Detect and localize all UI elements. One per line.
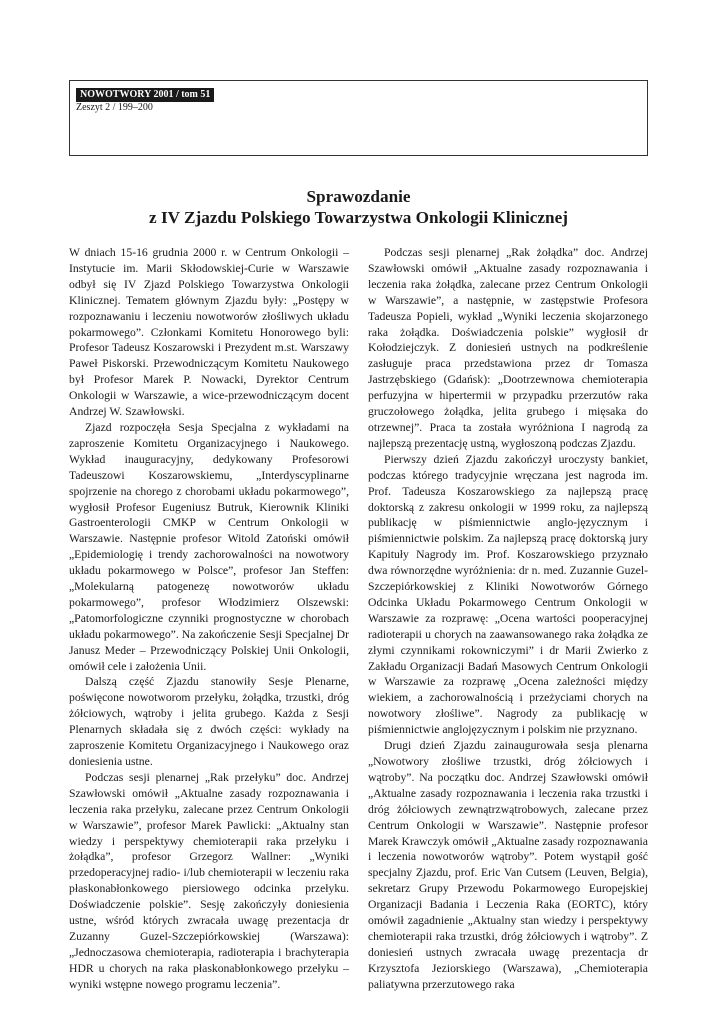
- journal-name: NOWOTWORY 2001 / tom 51: [76, 88, 214, 102]
- paragraph: Zjazd rozpoczęła Sesja Specjalna z wykładami na zaproszenie Komitetu Organizacyjnego i Naukowego. Wykład inauguracyjny, dedykowany Profesorowi Tadeuszowi Koszarowskiemu, „Interdyscyplinarne spojrzenie na chorego z chorobami układu pokarmowego”, wygłosił Profesor Eugeniusz Butruk, Kierownik Kliniki Gastroenterologii CMKP w Centrum Onkologii w Warszawie. Następnie profesor Witold Zatoński omówił „Epidemiologię i trendy zachorowalności na nowotwory układu pokarmowego w Polsce”, profesor Jan Steffen: „Molekularną patogenezę nowotworów układu pokarmowego”, profesor Włodzimierz Olszewski: „Patomorfologiczne czynniki prognostyczne w chorobach układu pokarmowego”. Na zakończenie Sesji Specjalnej Dr Janusz Meder – Przewodniczący Polskiej Unii Onkologii, omówił cele i założenia Unii.: [69, 420, 349, 673]
- article-title: [69, 186, 648, 228]
- title-line-2: z IV Zjazdu Polskiego Towarzystwa Onkologii Klinicznej: [149, 208, 568, 227]
- title-line-1: Sprawozdanie: [306, 187, 411, 206]
- paragraph: W dniach 15-16 grudnia 2000 r. w Centrum Onkologii – Instytucie im. Marii Skłodowskiej-Curie w Warszawie odbył się IV Zjazd Polskiego Towarzystwa Onkologii Klinicznej. Tematem głównym Zjazdu były: „Postępy w rozpoznawaniu i leczeniu nowotworów złośliwych układu pokarmowego”. Członkami Komitetu Honorowego byli: Profesor Tadeusz Koszarowski i Prezydent m.st. Warszawy Paweł Piskorski. Przewodniczącym Komitetu Naukowego był Profesor Marek P. Nowacki, Dyrektor Centrum Onkologii w Warszawie, a wice-przewodniczącym docent Andrzej W. Szawłowski.: [69, 246, 349, 419]
- paragraph: Podczas sesji plenarnej „Rak przełyku” doc. Andrzej Szawłowski omówił „Aktualne zasady rozpoznawania i leczenia raka przełyku, zalecane przez Centrum Onkologii w Warszawie”, profesor Marek Pawlicki: „Aktualny stan wiedzy i perspektywy chemioterapii raka przełyku i żołądka”, profesor Grzegorz Wallner: „Wyniki przedoperacyjnej radio- i/lub chemioterapii w leczeniu raka płaskonabłonkowego piersiowego odcinka przełyku. Doświadczenie polskie”. Sesję zakończyły doniesienia ustne, wśród których zwracała uwagę prezentacja dr Zuzanny Guzel-Szczepiórkowskiej (Warszawa): „Jednoczasowa chemioterapia, radioterapia i brachyterapia HDR u chorych na raka płaskonabłonkowego przełyku – wyniki wstępne nowego programu leczenia”.: [69, 770, 349, 991]
- paragraph: Drugi dzień Zjazdu zainaugurowała sesja plenarna „Nowotwory złośliwe trzustki, dróg żółciowych i wątroby”. Na początku doc. Andrzej Szawłowski omówił „Aktualne zasady rozpoznawania i leczenia raka trzustki i dróg żółciowych zewnątrzwątrobowych, zalecane przez Centrum Onkologii w Warszawie”. Następnie profesor Marek Krawczyk omówił „Aktualne zasady rozpoznawania i leczenia nowotworów wątroby”. Potem wystąpił gość specjalny Zjazdu, prof. Eric Van Cutsem (Leuven, Belgia), sekretarz Grupy Przewodu Pokarmowego Europejskiej Organizacji Badania i Leczenia Raka (EORTC), który omówił zagadnienie „Aktualny stan wiedzy i perspektywy chemioterapii raka trzustki, dróg żółciowych i wątroby”. Z doniesień ustnych zwracała uwagę prezentacja dr Krzysztofa Jeziorskiego (Warszawa), „Chemioterapia paliatywna przerzutowego raka: [368, 739, 648, 991]
- paragraph: Dalszą część Zjazdu stanowiły Sesje Plenarne, poświęcone nowotworom przełyku, żołądka, trzustki, dróg żółciowych, wątroby i jelita grubego. Każda z Sesji Plenarnych składała się z dwóch części: wykłady na zaproszenie Komitetu Organizacyjnego i Naukowego oraz doniesienia ustne.: [69, 675, 349, 768]
- paragraph: Podczas sesji plenarnej „Rak żołądka” doc. Andrzej Szawłowski omówił „Aktualne zasady rozpoznawania i leczenia raka żołądka, zalecane przez Centrum Onkologii w Warszawie”, a następnie, w zastępstwie Profesora Tadeusza Popieli, wykład „Wyniki leczenia skojarzonego raka żołądka. Doświadczenia polskie” wygłosił dr Kołodziejczyk. Z doniesień ustnych na podkreślenie zasługuje praca przedstawiona przez dr Tomasza Jastrzębskiego (Gdańsk): „Dootrzewnowa chemioterapia perfuzyjna w hipertermii w przypadku przerzutów raka gruczołowego żołądka, jelita grubego i mięsaka do otrzewnej”. Praca ta została wyróżniona I nagrodą za najlepszą prezentację ustną, wygłoszoną podczas Zjazdu.: [368, 246, 648, 450]
- journal-header-box: [69, 80, 648, 156]
- right-column: [368, 245, 648, 993]
- issue-info: Zeszyt 2 / 199–200: [76, 102, 153, 113]
- paragraph: Pierwszy dzień Zjazdu zakończył uroczysty bankiet, podczas którego tradycyjnie wręczana jest nagroda im. Prof. Tadeusza Koszarowskiego za najlepszą pracę doktorską z zakresu onkologii w 1999 roku, za najlepszą publikację w piśmiennictwie anglo-języcznym i piśmiennictwie polskim. Za najlepszą pracę doktorską jury Kapituły Nagrody im. Prof. Koszarowskiego przyznało dwa równorzędne wyróżnienia: dr n. med. Zuzannie Guzel-Szczepiórkowskiej z Kliniki Nowotworów Górnego Odcinka Układu Pokarmowego Centrum Onkologii w Warszawie za rozprawę: „Ocena wartości pooperacyjnej radioterapii u chorych na zaawansowanego raka żołądka ze złymi czynnikami rokowniczymi” i dr Marii Zwierko z Zakładu Organizacji Badań Masowych Centrum Onkologii w Warszawie za rozprawę „Ocena zależności między wiekiem, a zachorowalnością i przeżyciami chorych na nowotwory złośliwe”. Nagrody za publikację w piśmiennictwie anglojęzycznym i polskim nie przyznano.: [368, 452, 648, 737]
- left-column: [69, 245, 349, 993]
